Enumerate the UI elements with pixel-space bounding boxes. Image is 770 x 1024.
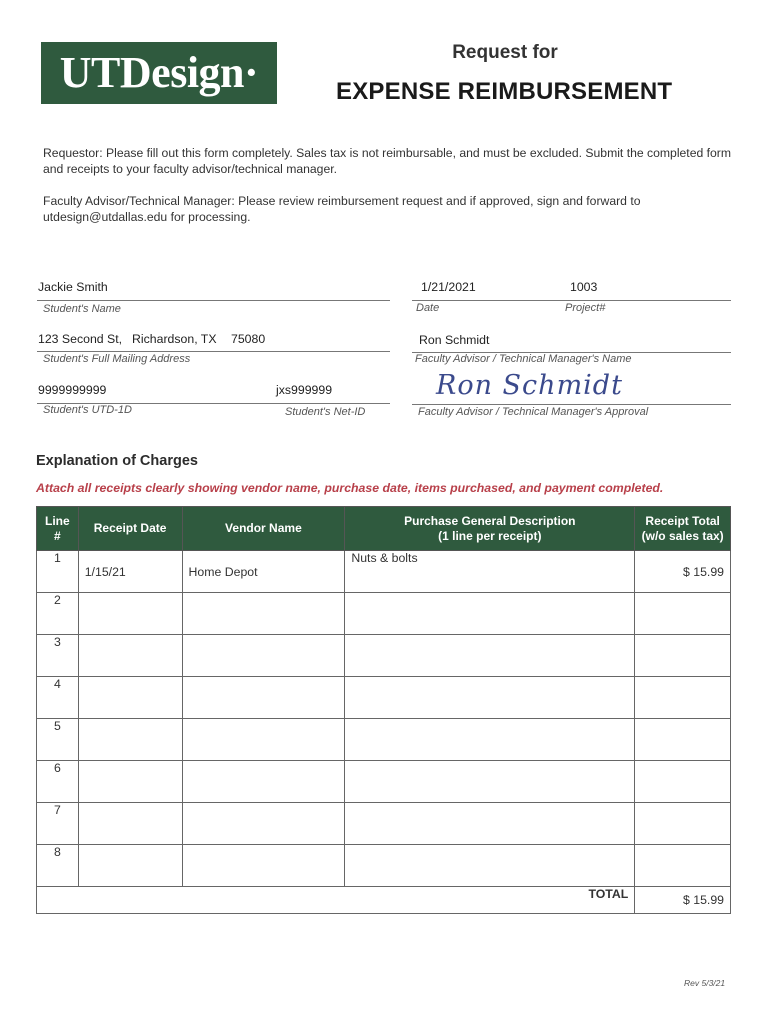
row-line-number: 4 [37,677,79,719]
row-receipt-date[interactable] [78,845,182,887]
row-total[interactable]: $ 15.99 [635,551,731,593]
table-row [37,761,731,803]
student-name-value[interactable]: Jackie Smith [38,280,108,294]
row-total[interactable] [635,845,731,887]
row-description[interactable] [345,803,635,845]
row-line-number: 8 [37,845,79,887]
row-vendor-name[interactable] [182,719,345,761]
row-receipt-date[interactable] [78,719,182,761]
header-line: Line # [37,507,79,551]
date-value[interactable]: 1/21/2021 [421,280,476,294]
table-row [37,719,731,761]
header-description: Purchase General Description (1 line per receipt) [345,507,635,551]
row-description[interactable]: Nuts & bolts [345,551,635,593]
row-line-number: 7 [37,803,79,845]
project-label: Project# [565,302,606,314]
table-row [37,635,731,677]
revision-note: Rev 5/3/21 [684,978,726,988]
row-total[interactable] [635,677,731,719]
charges-table [36,506,731,914]
address-line [37,351,390,352]
row-vendor-name[interactable] [182,845,345,887]
table-row [37,677,731,719]
row-line-number: 1 [37,551,79,593]
student-name-label: Student's Name [43,303,121,315]
row-vendor-name[interactable]: Home Depot [182,551,345,593]
date-label: Date [416,302,440,314]
student-name-line [37,300,390,301]
charges-section-title: Explanation of Charges [36,453,198,469]
header-vendor-name: Vendor Name [182,507,345,551]
address-zip-value[interactable]: 75080 [231,332,266,346]
row-vendor-name[interactable] [182,677,345,719]
net-id-value[interactable]: jxs999999 [276,383,333,397]
page-title: EXPENSE REIMBURSEMENT [336,78,673,105]
requestor-instructions: Requestor: Please fill out this form completely. Sales tax is not reimbursable, and must be excluded. Submit the completed form and receipts to your faculty advisor/technical manager. [43,146,732,176]
row-description[interactable] [345,593,635,635]
row-line-number: 5 [37,719,79,761]
row-receipt-date[interactable] [78,803,182,845]
table-row [37,803,731,845]
row-vendor-name[interactable] [182,635,345,677]
row-description[interactable] [345,635,635,677]
row-line-number: 3 [37,635,79,677]
request-for-label: Request for [452,42,558,63]
row-description[interactable] [345,677,635,719]
table-row [37,593,731,635]
row-total[interactable] [635,803,731,845]
row-total[interactable] [635,719,731,761]
row-description[interactable] [345,761,635,803]
row-total[interactable] [635,593,731,635]
row-total[interactable] [635,761,731,803]
advisor-name-value[interactable]: Ron Schmidt [419,333,490,347]
utd-id-value[interactable]: 9999999999 [38,383,107,397]
row-receipt-date[interactable] [78,635,182,677]
receipts-note: Attach all receipts clearly showing vendor name, purchase date, items purchased, and payment completed. [36,481,664,495]
row-vendor-name[interactable] [182,803,345,845]
approval-signature[interactable]: Ron Schmidt [436,370,623,401]
row-line-number: 2 [37,593,79,635]
row-receipt-date[interactable]: 1/15/21 [78,551,182,593]
header-receipt-total: Receipt Total (w/o sales tax) [635,507,731,551]
row-vendor-name[interactable] [182,593,345,635]
address-city-value[interactable]: Richardson, TX [132,332,217,346]
utd-id-label: Student's UTD-1D [43,404,132,416]
row-line-number: 6 [37,761,79,803]
charges-header-row [37,507,731,551]
approval-line [412,404,731,405]
row-receipt-date[interactable] [78,593,182,635]
row-receipt-date[interactable] [78,677,182,719]
row-vendor-name[interactable] [182,761,345,803]
total-label: TOTAL [37,887,635,914]
row-receipt-date[interactable] [78,761,182,803]
table-row [37,551,731,593]
net-id-label: Student's Net-ID [285,406,366,418]
total-row [37,887,731,914]
utdesign-logo: UTDesign· [41,42,277,104]
approval-label: Faculty Advisor / Technical Manager's Approval [418,406,649,418]
address-label: Student's Full Mailing Address [43,353,191,365]
address-street-value[interactable]: 123 Second St, [38,332,123,346]
advisor-instructions: Faculty Advisor/Technical Manager: Please review reimbursement request and if approved, sign and forward to utdesign@utdallas.edu for processing. [43,194,641,224]
project-value[interactable]: 1003 [570,280,598,294]
total-value[interactable]: $ 15.99 [635,887,731,914]
row-description[interactable] [345,845,635,887]
header-receipt-date: Receipt Date [78,507,182,551]
row-description[interactable] [345,719,635,761]
date-project-line [412,300,731,301]
table-row [37,845,731,887]
advisor-name-label: Faculty Advisor / Technical Manager's Name [415,353,632,365]
row-total[interactable] [635,635,731,677]
